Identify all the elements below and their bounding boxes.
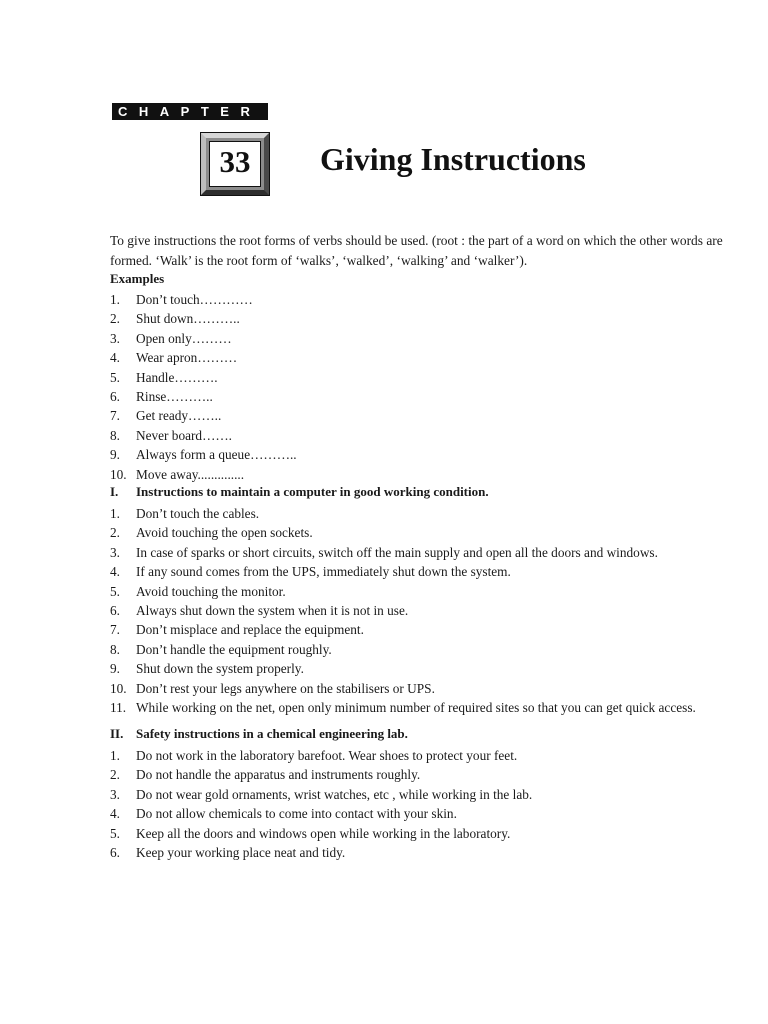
section-1-numeral: I. bbox=[110, 484, 119, 499]
item-number: 6. bbox=[110, 844, 120, 860]
section-1-heading bbox=[110, 483, 489, 501]
list-item bbox=[110, 698, 696, 717]
computer-instructions-list bbox=[110, 504, 696, 717]
item-text: Always shut down the system when it is not in use. bbox=[136, 602, 409, 618]
item-text: Keep your working place neat and tidy. bbox=[136, 844, 346, 860]
list-item bbox=[110, 765, 532, 784]
item-number: 4. bbox=[110, 350, 120, 366]
intro-paragraph: To give instructions the root forms of verbs should be used. (root : the part of a word on which the other words are formed. ‘Walk’ is the root form of ‘walks’, ‘walked’, ‘walking’ and ‘walker’). bbox=[110, 233, 723, 268]
item-number: 2. bbox=[110, 525, 120, 541]
item-text: Do not allow chemicals to come into contact with your skin. bbox=[136, 806, 457, 822]
item-number: 8. bbox=[110, 641, 120, 657]
item-text: Shut down……….. bbox=[136, 311, 240, 327]
list-item bbox=[110, 465, 297, 484]
item-text: Never board……. bbox=[136, 427, 232, 443]
item-text: Shut down the system properly. bbox=[136, 661, 304, 677]
item-number: 3. bbox=[110, 786, 120, 802]
item-text: Avoid touching the open sockets. bbox=[136, 525, 313, 541]
list-item bbox=[110, 290, 297, 309]
list-item bbox=[110, 620, 696, 639]
item-text: Always form a queue……….. bbox=[136, 447, 297, 463]
item-number: 3. bbox=[110, 330, 120, 346]
section-2-heading bbox=[110, 725, 408, 743]
list-item bbox=[110, 368, 297, 387]
list-item bbox=[110, 504, 696, 523]
list-item bbox=[110, 445, 297, 464]
chapter-label: CHAPTER bbox=[112, 103, 268, 120]
item-number: 10. bbox=[110, 466, 127, 482]
item-number: 7. bbox=[110, 622, 120, 638]
chapter-number: 33 bbox=[209, 141, 261, 187]
item-text: Keep all the doors and windows open while working in the laboratory. bbox=[136, 825, 511, 841]
item-number: 2. bbox=[110, 311, 120, 327]
list-item bbox=[110, 406, 297, 425]
list-item bbox=[110, 601, 696, 620]
examples-list bbox=[110, 290, 297, 484]
item-text: Do not handle the apparatus and instruments roughly. bbox=[136, 767, 421, 783]
item-number: 5. bbox=[110, 583, 120, 599]
examples-heading bbox=[110, 270, 164, 288]
item-number: 7. bbox=[110, 408, 120, 424]
list-item bbox=[110, 348, 297, 367]
item-text: Do not wear gold ornaments, wrist watches, etc , while working in the lab. bbox=[136, 786, 533, 802]
chapter-number-frame bbox=[201, 133, 269, 195]
item-text: Don’t rest your legs anywhere on the stabilisers or UPS. bbox=[136, 680, 435, 696]
item-number: 1. bbox=[110, 292, 120, 307]
chapter-title: Giving Instructions bbox=[320, 141, 586, 177]
item-number: 10. bbox=[110, 680, 127, 696]
list-item bbox=[110, 309, 297, 328]
item-text: Do not work in the laboratory barefoot. Wear shoes to protect your feet. bbox=[136, 748, 518, 763]
section-2-numeral: II. bbox=[110, 726, 124, 741]
item-number: 2. bbox=[110, 767, 120, 783]
item-text: Avoid touching the monitor. bbox=[136, 583, 286, 599]
item-number: 3. bbox=[110, 544, 120, 560]
list-item bbox=[110, 843, 532, 862]
item-text: Open only……… bbox=[136, 330, 232, 346]
list-item bbox=[110, 426, 297, 445]
item-number: 1. bbox=[110, 748, 120, 763]
list-item bbox=[110, 824, 532, 843]
list-item bbox=[110, 640, 696, 659]
list-item bbox=[110, 562, 696, 581]
list-item bbox=[110, 543, 696, 562]
item-number: 9. bbox=[110, 661, 120, 677]
list-item bbox=[110, 785, 532, 804]
lab-safety-list bbox=[110, 746, 532, 862]
item-text: If any sound comes from the UPS, immediately shut down the system. bbox=[136, 564, 511, 580]
item-number: 6. bbox=[110, 388, 120, 404]
item-text: While working on the net, open only minimum number of required sites so that you can get quick access. bbox=[136, 699, 696, 715]
list-item bbox=[110, 329, 297, 348]
list-item bbox=[110, 746, 532, 765]
list-item bbox=[110, 679, 696, 698]
item-text: Don’t handle the equipment roughly. bbox=[136, 641, 332, 657]
item-number: 4. bbox=[110, 564, 120, 580]
list-item bbox=[110, 659, 696, 678]
item-number: 8. bbox=[110, 427, 120, 443]
item-number: 11. bbox=[110, 699, 127, 715]
item-number: 9. bbox=[110, 447, 120, 463]
item-number: 5. bbox=[110, 825, 120, 841]
item-text: Get ready…….. bbox=[136, 408, 222, 424]
list-item bbox=[110, 804, 532, 823]
list-item bbox=[110, 523, 696, 542]
item-text: Handle………. bbox=[136, 369, 218, 385]
section-2-heading-text: Safety instructions in a chemical engineering lab. bbox=[136, 726, 408, 741]
item-number: 1. bbox=[110, 506, 120, 521]
item-text: In case of sparks or short circuits, switch off the main supply and open all the doors and windows. bbox=[136, 544, 658, 560]
item-number: 4. bbox=[110, 806, 120, 822]
item-number: 5. bbox=[110, 369, 120, 385]
item-number: 6. bbox=[110, 602, 120, 618]
item-text: Don’t misplace and replace the equipment. bbox=[136, 622, 364, 638]
item-text: Rinse……….. bbox=[136, 388, 213, 404]
list-item bbox=[110, 582, 696, 601]
examples-heading-text: Examples bbox=[110, 271, 165, 286]
item-text: Wear apron……… bbox=[136, 350, 238, 366]
list-item bbox=[110, 387, 297, 406]
item-text: Move away.............. bbox=[136, 466, 245, 482]
item-text: Don’t touch………… bbox=[136, 292, 253, 307]
item-text: Don’t touch the cables. bbox=[136, 506, 260, 521]
section-1-heading-text: Instructions to maintain a computer in good working condition. bbox=[136, 484, 489, 499]
